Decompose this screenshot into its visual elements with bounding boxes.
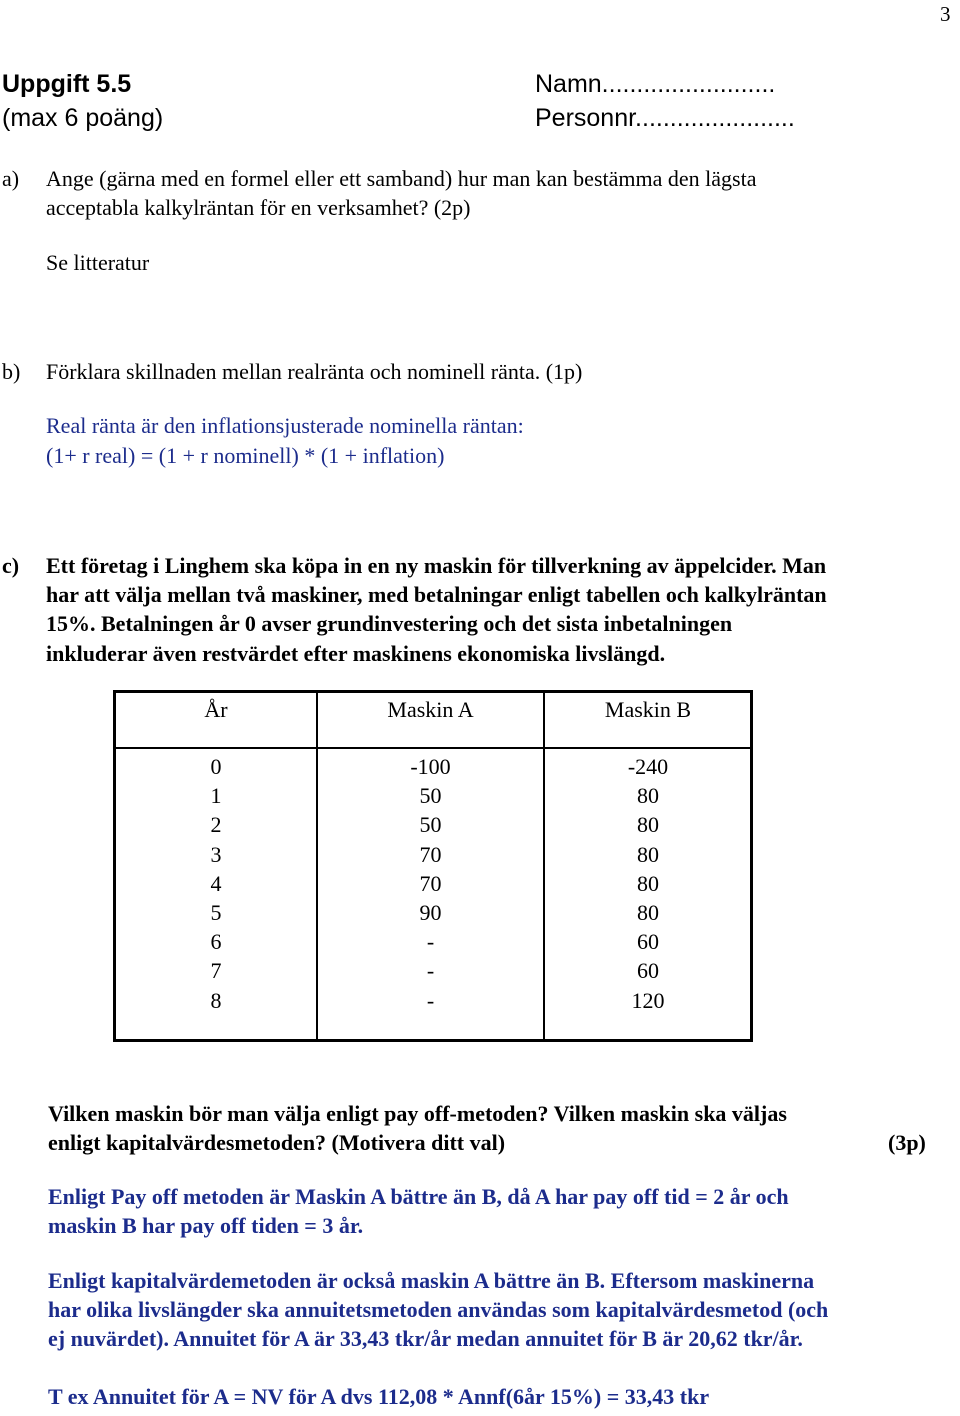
table-cell-maskin-b: 60 <box>637 929 659 955</box>
table-cell-maskin-a: 50 <box>419 783 442 809</box>
part-b-question <box>46 359 582 385</box>
table-cell-year: 3 <box>210 841 222 867</box>
part-c-text-line2: har att välja mellan två maskiner, med betalningar enligt tabellen och kalkylräntan <box>46 582 827 607</box>
table-cell-maskin-b: 80 <box>637 870 659 896</box>
table-column-maskin-a <box>318 752 543 1015</box>
table-header-year: År <box>204 697 228 722</box>
table-cell-maskin-a: - <box>426 958 435 984</box>
personnr-field-label: Personnr....................... <box>535 104 795 132</box>
part-c-text-line4: inkluderar även restvärdet efter maskinens ekonomiska livslängd. <box>46 641 666 666</box>
table-cell-maskin-b: -240 <box>627 754 669 779</box>
answer-annuity-example: T ex Annuitet för A = NV för A dvs 112,08 * Annf(6år 15%) = 33,43 tkr <box>48 1384 710 1409</box>
table-header-divider <box>116 747 750 749</box>
table-cell-year: 2 <box>210 812 222 838</box>
question-c-line1: Vilken maskin bör man välja enligt pay off-metoden? Vilken maskin ska väljas <box>48 1101 787 1126</box>
page-number: 3 <box>940 2 951 26</box>
answer-npv-line1: Enligt kapitalvärdemetoden är också maskin A bättre än B. Eftersom maskinerna <box>48 1268 815 1293</box>
page-subtitle: (max 6 poäng) <box>2 104 164 132</box>
table-cell-maskin-a: 50 <box>419 812 442 838</box>
part-c-text-line1: Ett företag i Linghem ska köpa in en ny maskin för tillverkning av äppelcider. Man <box>46 553 827 578</box>
answer-payoff-line1: Enligt Pay off metoden är Maskin A bättre än B, då A har pay off tid = 2 år och <box>48 1184 789 1209</box>
table-cell-maskin-a: - <box>426 987 435 1013</box>
table-header-maskin-a: Maskin A <box>387 697 474 722</box>
table-column-maskin-b <box>545 752 751 1015</box>
table-cell-year: 6 <box>210 929 222 955</box>
part-b-label: b) <box>2 359 21 384</box>
part-b-answer-formula: (1+ r real) = (1 + r nominell) * (1 + inflation) <box>46 443 445 468</box>
table-cell-year: 4 <box>210 870 222 896</box>
page-title: Uppgift 5.5 <box>2 70 132 98</box>
table-cell-year: 1 <box>210 783 222 809</box>
question-c-points: (3p) <box>888 1130 926 1155</box>
table-cell-maskin-a: 90 <box>419 899 442 925</box>
part-b-question-points: (1p) <box>545 359 583 384</box>
answer-npv-line3: ej nuvärdet). Annuitet för A är 33,43 tkr/år medan annuitet för B är 20,62 tkr/år. <box>48 1326 803 1351</box>
table-cell-year: 8 <box>210 987 222 1013</box>
table-cell-year: 0 <box>210 754 222 779</box>
table-cell-maskin-b: 80 <box>637 841 659 867</box>
table-header-maskin-b: Maskin B <box>604 697 692 722</box>
table-cell-maskin-b: 120 <box>631 987 665 1013</box>
part-b-answer-line1: Real ränta är den inflationsjusterade nominella räntan: <box>46 413 524 438</box>
part-c-text-line3: 15%. Betalningen år 0 avser grundinvestering och det sista inbetalningen <box>46 611 733 636</box>
table-cell-maskin-a: 70 <box>419 841 442 867</box>
table-cell-maskin-b: 80 <box>637 812 659 838</box>
answer-payoff-line2: maskin B har pay off tiden = 3 år. <box>48 1213 364 1238</box>
part-a-label: a) <box>2 166 20 191</box>
part-a-question-line1: Ange (gärna med en formel eller ett samband) hur man kan bestämma den lägsta <box>46 166 757 191</box>
answer-npv-line2: har olika livslängder ska annuitetsmetoden användas som kapitalvärdesmetod (och <box>48 1297 829 1322</box>
table-cell-maskin-a: 70 <box>419 870 442 896</box>
table-cell-maskin-b: 80 <box>637 783 659 809</box>
name-field-label: Namn......................... <box>535 70 776 98</box>
table-cell-maskin-a: -100 <box>410 754 451 779</box>
table-cell-year: 5 <box>210 899 222 925</box>
part-a-question-line2: acceptabla kalkylräntan för en verksamhet? (2p) <box>46 195 471 220</box>
table-cell-maskin-b: 80 <box>637 899 659 925</box>
table-column-year <box>116 752 316 1015</box>
part-c-label: c) <box>2 553 20 578</box>
part-a-answer: Se litteratur <box>46 250 150 275</box>
table-cell-maskin-a: - <box>426 929 435 955</box>
question-c-line2: enligt kapitalvärdesmetoden? (Motivera ditt val) <box>48 1130 506 1155</box>
table-cell-maskin-b: 60 <box>637 958 659 984</box>
part-b-question-text: Förklara skillnaden mellan realränta och nominell ränta. <box>46 359 541 384</box>
table-cell-year: 7 <box>210 958 222 984</box>
